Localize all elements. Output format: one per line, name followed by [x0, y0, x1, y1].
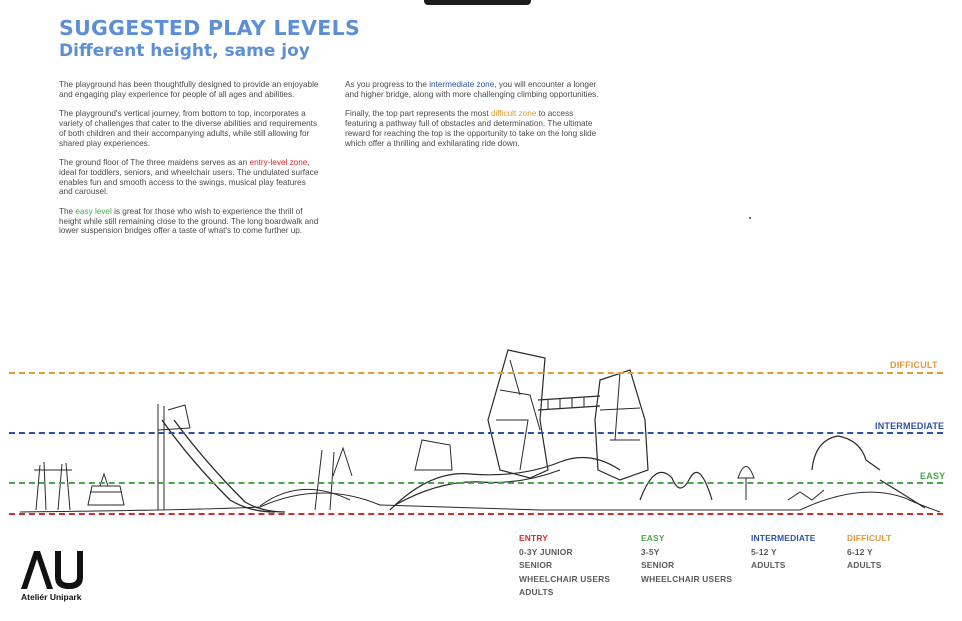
- playground-sketch: [0, 340, 962, 530]
- legend-easy: [641, 532, 732, 586]
- easy-level-highlight: easy level: [75, 206, 112, 216]
- difficult-level-line: [9, 372, 943, 374]
- paragraph-difficult: Finally, the top part represents the most difficult zone to access featuring a pathway full of obstacles and determination. The ultimate reward for reaching the top is the opportunity to take on the long slide which offer a thrilling and exhilarating ride down.: [345, 109, 597, 148]
- text-column-right: [345, 80, 607, 158]
- legend-item: 0-3Y JUNIOR: [519, 546, 573, 557]
- legend-item: ADULTS: [847, 560, 882, 570]
- legend-item: SENIOR: [641, 560, 675, 570]
- paragraph-entry: The ground floor of The three maidens serves as an entry-level zone, ideal for toddlers, seniors, and wheelchair users. The undulated surface enables fun and smooth access to the swings, musical play features and carousel.: [59, 157, 319, 197]
- legend-item: SENIOR: [519, 560, 553, 570]
- easy-level-line: [9, 482, 943, 484]
- legend-easy-title: EASY: [641, 533, 665, 543]
- page-subtitle: Different height, same joy: [59, 41, 310, 61]
- page-title: SUGGESTED PLAY LEVELS: [59, 16, 361, 40]
- top-tab-bar: [424, 0, 531, 5]
- intermediate-level-line: [9, 432, 943, 434]
- legend-item: 5-12 Y: [751, 546, 777, 557]
- legend-item: 6-12 Y: [847, 546, 873, 557]
- legend-item: WHEELCHAIR USERS: [519, 573, 611, 584]
- entry-level-line: [9, 513, 943, 515]
- stray-dot: [749, 217, 751, 219]
- intermediate-zone-highlight: intermediate zone: [429, 80, 495, 89]
- paragraph-intro: The playground has been thoughtfully designed to provide an enjoyable and engaging play experience for people of all ages and abilities.: [59, 80, 319, 99]
- intermediate-level-label: INTERMEDIATE: [875, 421, 945, 431]
- entry-level-highlight: entry-level zone: [249, 157, 308, 167]
- paragraph-intermediate: As you progress to the intermediate zone, you will encounter a longer and higher bridge, along with more challenging climbing opportunities.: [345, 80, 599, 99]
- logo-name: Ateliér Unipark: [21, 592, 82, 602]
- paragraph-journey: The playground's vertical journey, from bottom to top, incorporates a variety of challenges that cater to the diverse abilities and requirements of both children and their accompanying adults, while still allowing for shared play experiences.: [59, 109, 318, 148]
- paragraph-easy: The easy level is great for those who wish to experience the thrill of height while still remaining close to the ground. The long boardwalk and lower suspension bridges offer a taste of what's to come further up.: [59, 206, 319, 236]
- legend-entry: [519, 532, 610, 600]
- difficult-zone-highlight: difficult zone: [490, 109, 537, 119]
- legend-item: WHEELCHAIR USERS: [641, 573, 733, 584]
- atelier-unipark-logo: [19, 549, 87, 591]
- legend-intermediate: [751, 532, 816, 573]
- difficult-level-label: DIFFICULT: [890, 360, 938, 370]
- legend-difficult: [847, 532, 891, 573]
- legend-difficult-title: DIFFICULT: [847, 533, 892, 543]
- text-column-left: [59, 80, 321, 246]
- legend-intermediate-title: INTERMEDIATE: [751, 533, 816, 543]
- legend-item: ADULTS: [751, 560, 786, 570]
- legend-entry-title: ENTRY: [519, 533, 549, 543]
- legend-item: 3-5Y: [641, 546, 660, 557]
- legend-item: ADULTS: [519, 587, 554, 597]
- easy-level-label: EASY: [920, 471, 946, 481]
